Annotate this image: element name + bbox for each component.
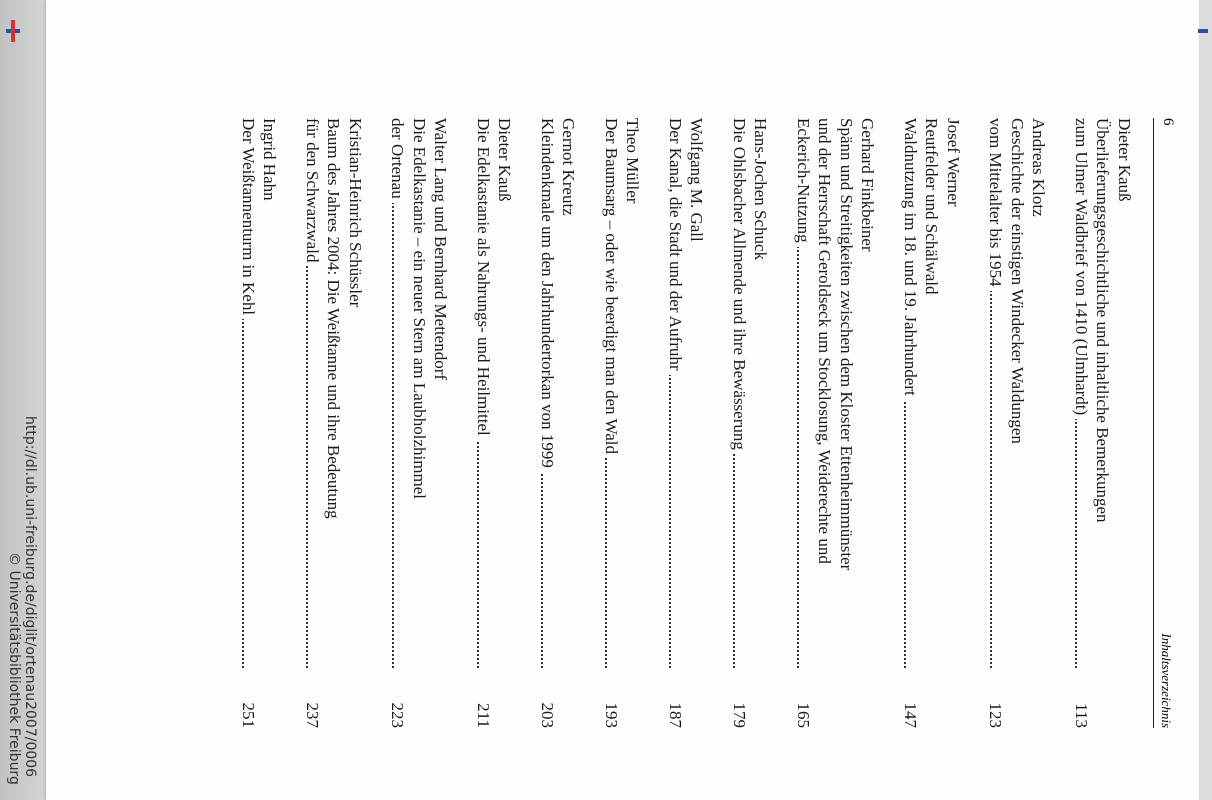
toc-author: Dieter Kauß — [495, 118, 515, 202]
toc-page-number: 223 — [387, 678, 409, 728]
toc-author: Hans-Jochen Schuck — [751, 118, 771, 261]
toc-entry — [387, 118, 452, 728]
toc-entry — [473, 118, 516, 728]
toc-title-line — [1071, 118, 1093, 728]
toc-title-text: für den Schwarzwald — [303, 118, 322, 266]
toc-author: Josef Werner — [944, 118, 963, 207]
watermark — [6, 404, 38, 800]
toc-entry — [985, 118, 1050, 728]
toc-title-text: Waldnutzung im 18. und 19. Jahrhundert — [901, 118, 920, 400]
toc-title-line — [729, 118, 751, 728]
rotated-page-content — [186, 118, 1176, 728]
toc-title-text: zum Ulmer Waldbrief von 1410 (Ulmhardt) — [1072, 118, 1091, 419]
toc-entry — [665, 118, 708, 728]
toc-title-text: vom Mittelalter bis 1954 — [987, 118, 1006, 291]
toc-title-line: Baum des Jahres 2004: Die Weißtanne und ihre Bedeutung — [324, 118, 344, 519]
toc-author: Kristian-Heinrich Schüssler — [346, 118, 365, 308]
toc-page-number: 165 — [793, 678, 815, 728]
toc-page-number: 211 — [473, 678, 495, 728]
toc-entry — [238, 118, 281, 728]
section-title: Inhaltsverzeichnis — [1159, 633, 1174, 728]
watermark-url: http://dl.ub.uni-freiburg.de/diglit/ortenau2007/0006 — [22, 416, 38, 778]
toc-title-line — [793, 118, 815, 728]
toc-author: Gerhard Finkbeiner — [858, 118, 878, 252]
toc-author: Dieter Kauß — [1115, 118, 1134, 202]
toc-entry — [729, 118, 772, 728]
toc-title-line — [537, 118, 559, 728]
toc-title-line — [473, 118, 495, 728]
toc-entry — [601, 118, 644, 728]
viewer-left-margin — [0, 0, 46, 800]
toc-title-text: Kleindenkmale um den Jahrhundertorkan von 1999 — [538, 118, 557, 472]
toc-title-line: Überlieferungsgeschichtliche und inhaltliche Bemerkungen — [1093, 118, 1113, 523]
toc-author: Wolfgang M. Gall — [687, 118, 707, 242]
page-number: 6 — [1160, 118, 1176, 126]
toc-title-line: und der Herrschaft Geroldseck um Stocklosung, Weiderechte und — [815, 118, 835, 564]
color-calibration-mark — [6, 20, 20, 42]
toc-author: Theo Müller — [623, 118, 643, 204]
toc-page-number: 147 — [900, 678, 922, 728]
toc-title-text: Die Ohlsbacher Allmende und ihre Bewässerung — [730, 118, 749, 454]
toc-author: Andreas Klotz — [1029, 118, 1049, 217]
toc-title-line — [601, 118, 623, 728]
toc-page-number: 251 — [238, 678, 260, 728]
toc-author: Ingrid Hahn — [260, 118, 280, 201]
toc-entry — [302, 118, 367, 728]
toc-page-number: 179 — [729, 678, 751, 728]
toc-page-number: 203 — [537, 678, 559, 728]
toc-title-text: Eckerich-Nutzung — [794, 118, 813, 247]
document-page — [46, 0, 1199, 800]
toc-author: Walter Lang und Bernhard Mettendorf — [431, 118, 451, 381]
toc-title-line — [900, 118, 922, 728]
toc-entry — [537, 118, 580, 728]
toc-title-line — [985, 118, 1007, 728]
watermark-copyright: © Universitätsbibliothek Freiburg — [6, 552, 22, 785]
toc-entries — [238, 118, 1136, 728]
toc-title-line — [302, 118, 324, 728]
toc-title-text: Der Baumsarg – oder wie beerdigt man den Wald — [602, 118, 621, 458]
toc-title-text: Der Kanal, die Stadt und der Aufruhr — [666, 118, 685, 375]
toc-entry — [793, 118, 879, 728]
toc-page-number: 113 — [1071, 678, 1093, 728]
toc-title-text: der Ortenau — [389, 118, 408, 203]
toc-page-number: 193 — [601, 678, 623, 728]
running-head — [1153, 118, 1176, 728]
toc-title-line: Die Edelkastanie – ein neuer Stern am Laubholzhimmel — [410, 118, 429, 499]
toc-title-line: Spänn und Streitigkeiten zwischen dem Kloster Ettenheimmünster — [837, 118, 856, 571]
toc-title-text: Der Weißtannenturm in Kehl — [239, 118, 258, 319]
toc-title-line — [387, 118, 409, 728]
toc-page-number: 237 — [302, 678, 324, 728]
toc-author: Gernot Kreutz — [559, 118, 579, 216]
viewer-right-margin — [1199, 0, 1212, 800]
toc-page-number: 187 — [665, 678, 687, 728]
toc-entry — [1071, 118, 1136, 728]
color-calibration-mark-right — [1198, 20, 1208, 42]
toc-title-line: Reutfelder und Schälwald — [922, 118, 942, 295]
toc-entry — [900, 118, 965, 728]
toc-title-text: Die Edelkastanie als Nahrungs- und Heilmittel — [474, 118, 493, 440]
toc-title-line — [665, 118, 687, 728]
toc-title-line — [238, 118, 260, 728]
toc-title-line: Geschichte der einstigen Windecker Waldungen — [1008, 118, 1027, 444]
toc-page-number: 123 — [985, 678, 1007, 728]
